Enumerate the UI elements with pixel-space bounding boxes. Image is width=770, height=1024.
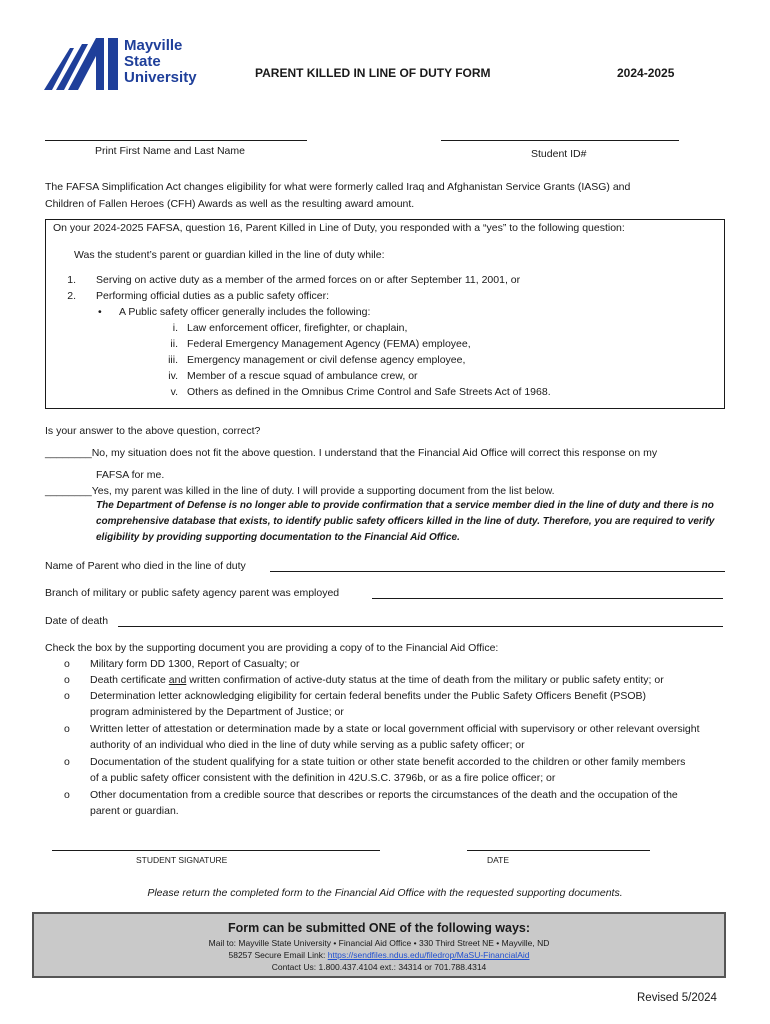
list-marker: 2. bbox=[67, 290, 76, 302]
sub-list-marker: iv. bbox=[168, 370, 178, 382]
bullet-text: A Public safety officer generally includes the following: bbox=[119, 306, 371, 318]
sub-list-item bbox=[158, 337, 471, 352]
document-text: Military form DD 1300, Report of Casualty; or bbox=[90, 658, 300, 670]
documents-heading: Check the box by the supporting document you are providing a copy of to the Financial Aid Office: bbox=[45, 642, 499, 654]
bullet-item bbox=[96, 305, 370, 320]
contact-line: Contact Us: 1.800.437.4104 ext.: 34314 or 701.788.4314 bbox=[271, 962, 487, 972]
return-note: Please return the completed form to the Financial Aid Office with the requested supporting documents. bbox=[147, 887, 623, 899]
date-of-death-label: Date of death bbox=[45, 615, 109, 627]
checkbox-circle-icon[interactable]: o bbox=[64, 723, 70, 735]
list-item bbox=[56, 289, 329, 304]
answer-no-text: No, my situation does not fit the above question. I understand that the Financial Aid Office will correct this response on my bbox=[91, 447, 658, 459]
list-text: Performing official duties as a public safety officer: bbox=[96, 290, 330, 302]
date-line[interactable] bbox=[467, 850, 650, 851]
submission-box bbox=[32, 912, 726, 978]
student-name-label: Print First Name and Last Name bbox=[95, 145, 245, 157]
parent-name-label: Name of Parent who died in the line of duty bbox=[45, 560, 246, 572]
sub-list-item bbox=[158, 369, 418, 384]
sub-list-marker: ii. bbox=[170, 338, 178, 350]
dod-notice-line: The Department of Defense is no longer able to provide confirmation that a service member died in the line of duty and there is no bbox=[96, 500, 714, 511]
dod-notice bbox=[96, 499, 736, 545]
checkbox-circle-icon[interactable]: o bbox=[64, 756, 70, 768]
sub-list-text: Emergency management or civil defense agency employee, bbox=[187, 354, 466, 366]
logo-text-line: University bbox=[124, 69, 197, 86]
document-text: Determination letter acknowledging eligibility for certain federal benefits under the Public Safety Officers Benefit (PSOB) program administered by the Department of Justice; or bbox=[90, 690, 647, 718]
fafsa-question-box bbox=[45, 219, 725, 409]
mail-line: Mail to: Mayville State University • Financial Aid Office • 330 Third Street NE • Mayville, ND bbox=[208, 938, 550, 948]
sub-list-text: Federal Emergency Management Agency (FEMA) employee, bbox=[187, 338, 471, 350]
sub-list-marker: iii. bbox=[168, 354, 178, 366]
checkbox-circle-icon[interactable]: o bbox=[64, 674, 70, 686]
student-signature-label: STUDENT SIGNATURE bbox=[136, 855, 228, 865]
date-of-death-line[interactable] bbox=[118, 626, 723, 627]
email-line bbox=[34, 950, 724, 960]
sub-list-marker: v. bbox=[170, 386, 178, 398]
dod-notice-line: eligibility by providing supporting documentation to the Financial Aid Office. bbox=[96, 532, 460, 543]
submission-heading: Form can be submitted ONE of the following ways: bbox=[227, 921, 531, 935]
university-logo bbox=[44, 36, 204, 96]
sub-list-marker: i. bbox=[172, 322, 178, 334]
sub-list-item bbox=[158, 353, 465, 368]
answer-no-blank[interactable]: ________ bbox=[45, 447, 92, 459]
secure-email-link[interactable]: https://sendfiles.ndus.edu/filedrop/MaSU-FinancialAid bbox=[327, 950, 530, 960]
branch-line[interactable] bbox=[372, 598, 723, 599]
form-year: 2024-2025 bbox=[617, 66, 675, 80]
document-text: Written letter of attestation or determination made by a state or local government official with supervisory or other relevant oversight authority of an individual who died in the line of duty while serving as a public safety officer; or bbox=[90, 723, 700, 751]
checkbox-circle-icon[interactable]: o bbox=[64, 690, 70, 702]
list-item bbox=[56, 273, 520, 288]
email-prefix: 58257 Secure Email Link: bbox=[228, 950, 328, 960]
sub-list-item bbox=[158, 385, 551, 400]
student-id-label: Student ID# bbox=[531, 148, 587, 160]
bullet-icon: • bbox=[98, 306, 102, 318]
date-label: DATE bbox=[487, 855, 510, 865]
document-text: Documentation of the student qualifying for a state tuition or other state benefit accorded to the children or other family members of a public safety officer consistent with the definition in 42U.S.C. 3796b, or as a fire police officer; or bbox=[90, 756, 686, 784]
answer-question: Is your answer to the above question, correct? bbox=[45, 425, 261, 437]
answer-no-text-cont: FAFSA for me. bbox=[96, 469, 165, 481]
answer-no-option[interactable] bbox=[45, 446, 657, 461]
intro-line: Children of Fallen Heroes (CFH) Awards as well as the resulting award amount. bbox=[45, 198, 415, 210]
sub-list-text: Member of a rescue squad of ambulance crew, or bbox=[187, 370, 418, 382]
logo-text-line: State bbox=[124, 53, 161, 70]
list-text: Serving on active duty as a member of the armed forces on or after September 11, 2001, or bbox=[96, 274, 521, 286]
dod-notice-line: comprehensive database that exists, to identify public safety officers killed in the line of duty. Therefore, you are required to verify bbox=[96, 516, 715, 527]
checkbox-circle-icon[interactable]: o bbox=[64, 658, 70, 670]
sub-list-text: Others as defined in the Omnibus Crime Control and Safe Streets Act of 1968. bbox=[187, 386, 551, 398]
logo-mark-icon bbox=[44, 36, 126, 94]
sub-list-item bbox=[158, 321, 407, 336]
parent-name-line[interactable] bbox=[270, 571, 725, 572]
box-heading: On your 2024-2025 FAFSA, question 16, Parent Killed in Line of Duty, you responded with a “yes” to the following question: bbox=[53, 222, 625, 234]
intro-line: The FAFSA Simplification Act changes eligibility for what were formerly called Iraq and Afghanistan Service Grants (IASG) and bbox=[45, 181, 631, 193]
student-name-line[interactable] bbox=[45, 140, 307, 141]
list-marker: 1. bbox=[67, 274, 76, 286]
form-title: PARENT KILLED IN LINE OF DUTY FORM bbox=[255, 66, 491, 80]
answer-yes-option[interactable] bbox=[45, 484, 555, 499]
intro-text bbox=[45, 180, 735, 212]
document-text: Death certificate and written confirmation of active-duty status at the time of death from the military or public safety entity; or bbox=[90, 674, 664, 686]
document-text: Other documentation from a credible source that describes or reports the circumstances of the death and the occupation of the parent or guardian. bbox=[90, 789, 678, 817]
student-id-line[interactable] bbox=[441, 140, 679, 141]
logo-text-line: Mayville bbox=[124, 37, 183, 54]
revised-date: Revised 5/2024 bbox=[637, 992, 717, 1004]
box-question: Was the student’s parent or guardian killed in the line of duty while: bbox=[74, 249, 385, 261]
checkbox-circle-icon[interactable]: o bbox=[64, 789, 70, 801]
student-signature-line[interactable] bbox=[52, 850, 380, 851]
answer-yes-text: Yes, my parent was killed in the line of duty. I will provide a supporting document from the list below. bbox=[91, 485, 555, 497]
sub-list-text: Law enforcement officer, firefighter, or chaplain, bbox=[187, 322, 408, 334]
branch-label: Branch of military or public safety agency parent was employed bbox=[45, 587, 340, 599]
answer-yes-blank[interactable]: ________ bbox=[45, 485, 92, 497]
